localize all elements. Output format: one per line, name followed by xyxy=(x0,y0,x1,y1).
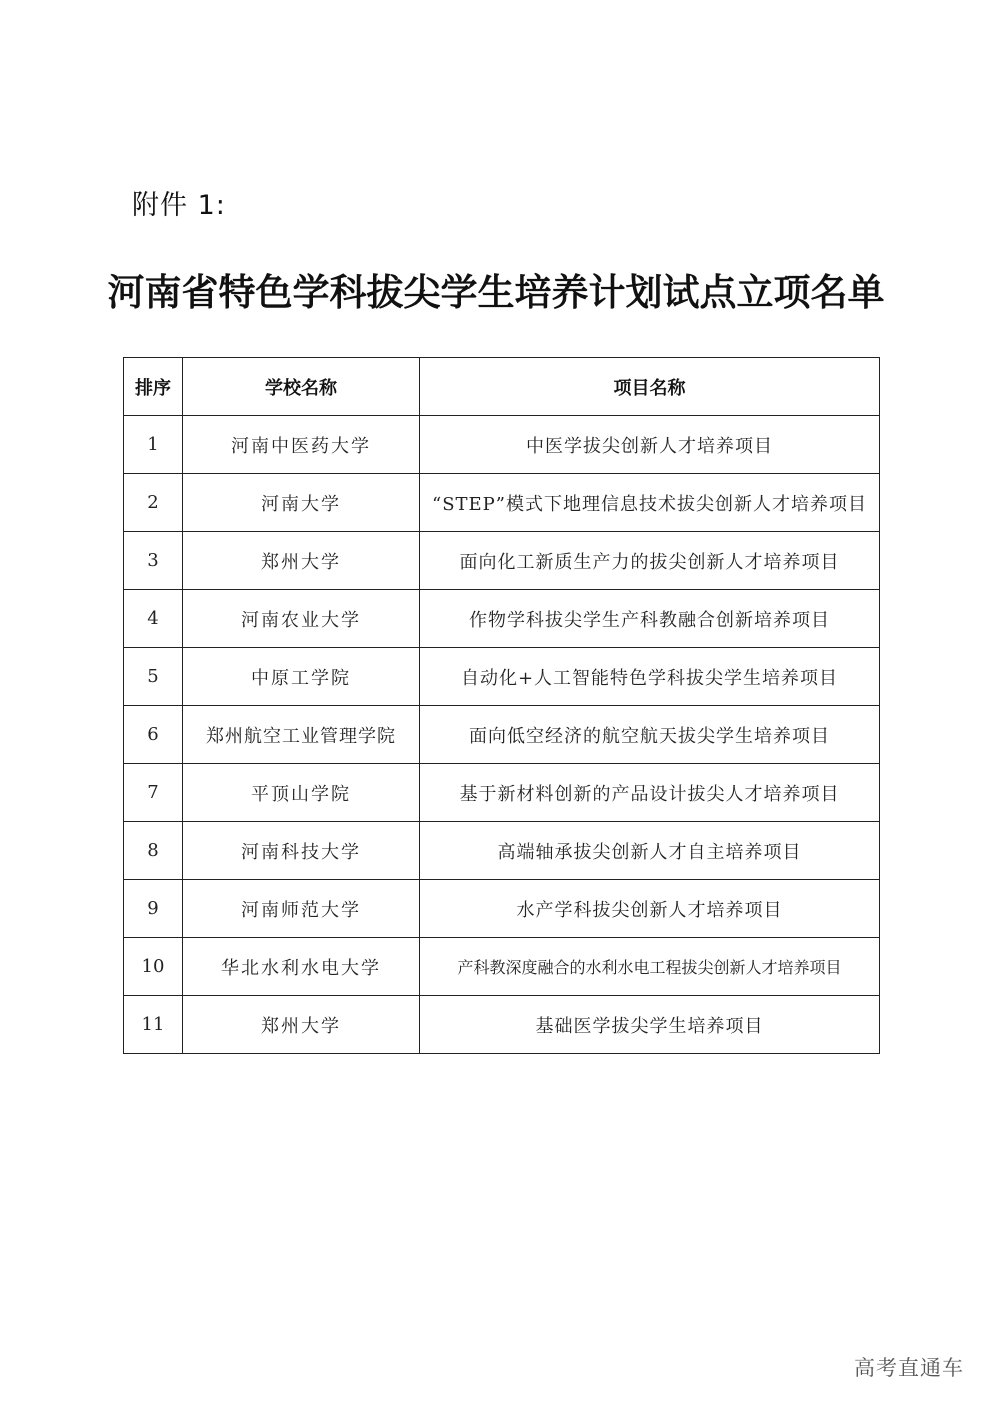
rank-cell: 4 xyxy=(124,590,183,648)
project-cell: 自动化+人工智能特色学科拔尖学生培养项目 xyxy=(420,648,880,706)
school-cell: 中原工学院 xyxy=(183,648,420,706)
project-cell: 水产学科拔尖创新人才培养项目 xyxy=(420,880,880,938)
rank-cell: 7 xyxy=(124,764,183,822)
rank-cell: 2 xyxy=(124,474,183,532)
table-row xyxy=(124,648,880,706)
project-cell: 作物学科拔尖学生产科教融合创新培养项目 xyxy=(420,590,880,648)
table-row xyxy=(124,590,880,648)
rank-cell: 1 xyxy=(124,416,183,474)
school-cell: 河南师范大学 xyxy=(183,880,420,938)
rank-cell: 6 xyxy=(124,706,183,764)
project-cell: 面向化工新质生产力的拔尖创新人才培养项目 xyxy=(420,532,880,590)
school-cell: 平顶山学院 xyxy=(183,764,420,822)
attachment-label: 附件 1: xyxy=(132,190,226,221)
table-row xyxy=(124,706,880,764)
table-row xyxy=(124,822,880,880)
table-header-row xyxy=(124,358,880,416)
project-cell: 基础医学拔尖学生培养项目 xyxy=(420,996,880,1054)
header-school: 学校名称 xyxy=(183,358,420,416)
school-cell: 郑州大学 xyxy=(183,532,420,590)
school-cell: 河南农业大学 xyxy=(183,590,420,648)
project-cell: “STEP”模式下地理信息技术拔尖创新人才培养项目 xyxy=(420,474,880,532)
project-list-table xyxy=(123,357,880,1054)
project-cell: 高端轴承拔尖创新人才自主培养项目 xyxy=(420,822,880,880)
table-row xyxy=(124,938,880,996)
table-row xyxy=(124,416,880,474)
school-cell: 华北水利水电大学 xyxy=(183,938,420,996)
project-cell: 产科教深度融合的水利水电工程拔尖创新人才培养项目 xyxy=(420,938,880,996)
rank-cell: 5 xyxy=(124,648,183,706)
rank-cell: 11 xyxy=(124,996,183,1054)
header-rank: 排序 xyxy=(124,358,183,416)
table-row xyxy=(124,880,880,938)
rank-cell: 9 xyxy=(124,880,183,938)
rank-cell: 3 xyxy=(124,532,183,590)
project-cell: 面向低空经济的航空航天拔尖学生培养项目 xyxy=(420,706,880,764)
school-cell: 河南科技大学 xyxy=(183,822,420,880)
table-row xyxy=(124,996,880,1054)
school-cell: 河南中医药大学 xyxy=(183,416,420,474)
rank-cell: 10 xyxy=(124,938,183,996)
table-row xyxy=(124,532,880,590)
table-row xyxy=(124,764,880,822)
document-title: 河南省特色学科拔尖学生培养计划试点立项名单 xyxy=(107,270,885,314)
school-cell: 河南大学 xyxy=(183,474,420,532)
header-project: 项目名称 xyxy=(420,358,880,416)
project-cell: 基于新材料创新的产品设计拔尖人才培养项目 xyxy=(420,764,880,822)
rank-cell: 8 xyxy=(124,822,183,880)
school-cell: 郑州大学 xyxy=(183,996,420,1054)
table-row xyxy=(124,474,880,532)
watermark: 高考直通车 xyxy=(854,1356,964,1380)
school-cell: 郑州航空工业管理学院 xyxy=(183,706,420,764)
project-cell: 中医学拔尖创新人才培养项目 xyxy=(420,416,880,474)
